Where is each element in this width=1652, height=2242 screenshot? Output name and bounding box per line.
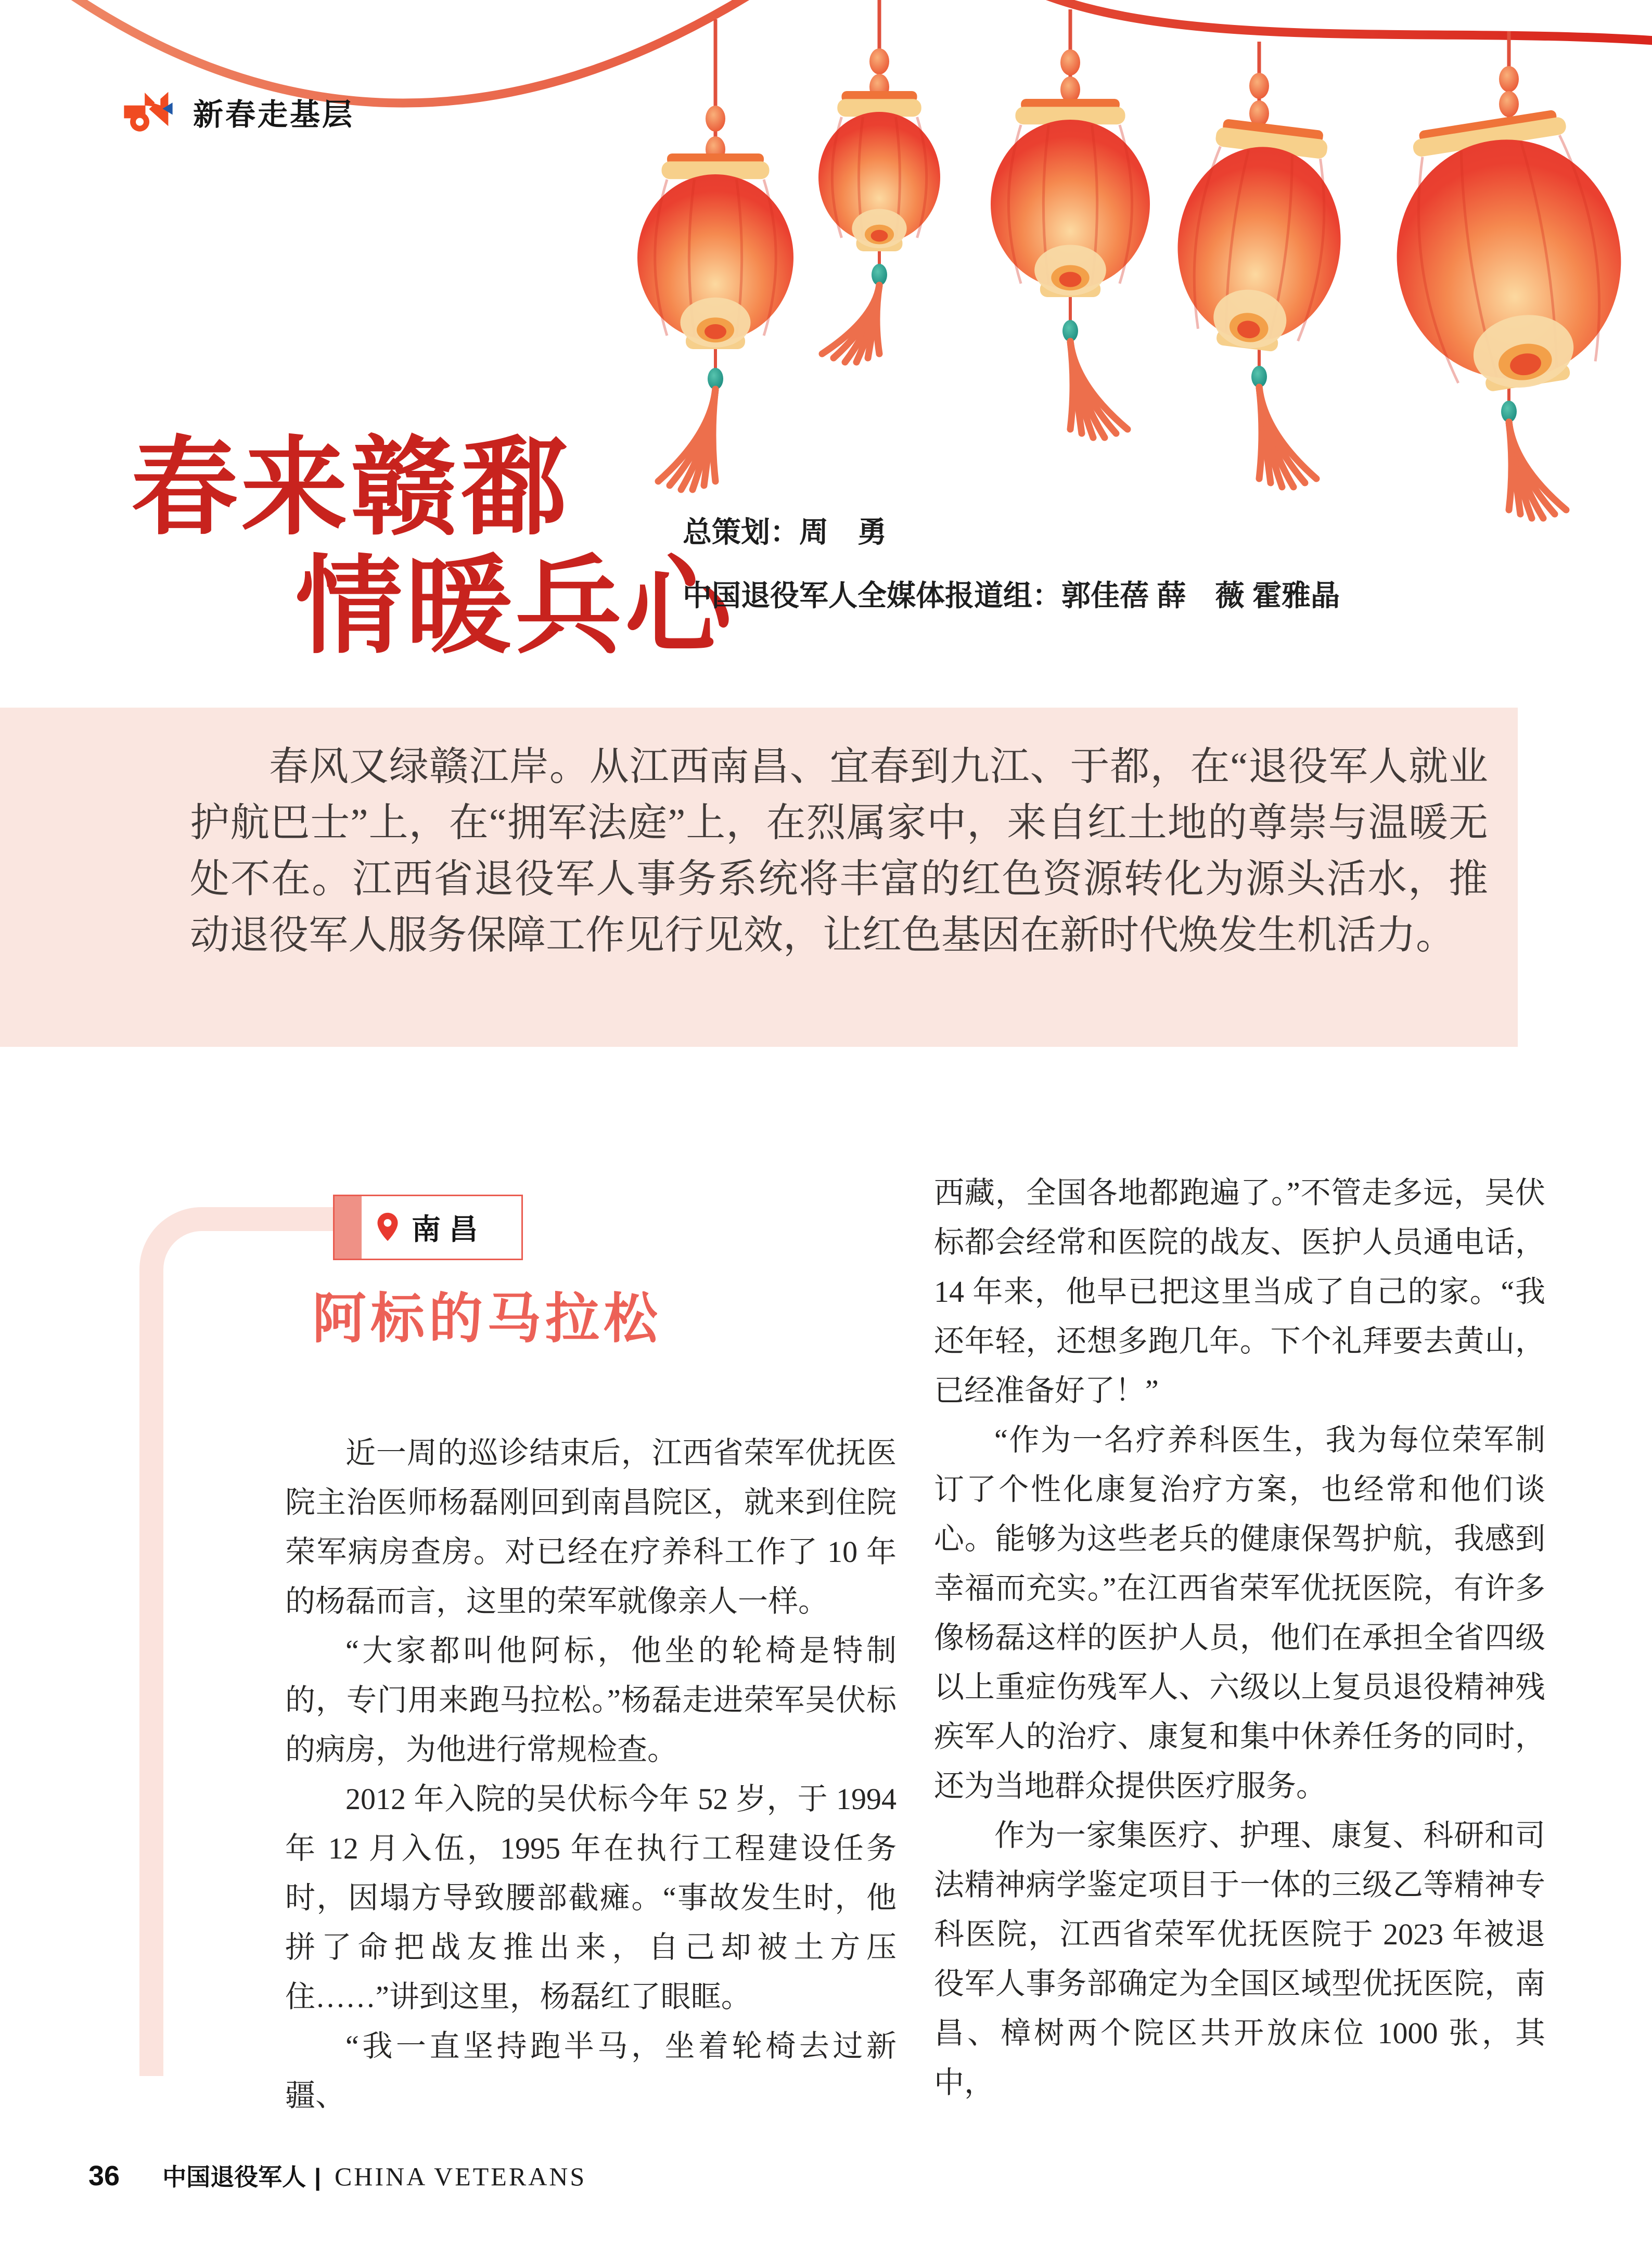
footer-divider: |: [314, 2163, 321, 2190]
lantern-icon: [991, 9, 1150, 438]
credit-reporting-team: 中国退役军人全媒体报道组：郭佳蓓 薛 薇 霍雅晶: [683, 579, 1340, 612]
location-pin-icon: [374, 1211, 401, 1244]
page-title-line1: 春来赣鄱: [131, 430, 570, 548]
badge-accent-strip: [335, 1196, 362, 1259]
section-title: 阿标的马拉松: [312, 1289, 662, 1349]
lantern-icon: [637, 19, 793, 490]
article-paragraph: 西藏，全国各地都跑遍了。”不管走多远，吴伏标都会经常和医院的战友、医护人员通电话，14 年来，他早已把这里当成了自己的家。“我还年轻，还想多跑几年。下个礼拜要去黄山，已经准备好了！”: [934, 1176, 1545, 1407]
intro-paragraph: 春风又绿赣江岸。从江西南昌、宜春到九江、于都，在“退役军人就业护航巴士”上，在“拥军法庭”上，在烈属家中，来自红土地的尊崇与温暖无处不在。江西省退役军人事务系统将丰富的红色资源转化为源头活水，推动退役军人服务保障工作见行见效，让红色基因在新时代焕发生机活力。: [190, 745, 1488, 957]
article-paragraph: “我一直坚持跑半马，坐着轮椅去过新疆、: [285, 2029, 897, 2112]
column-label: 新春走基层: [193, 98, 355, 132]
location-label: 南 昌: [412, 1213, 478, 1246]
article-column-left: [285, 1428, 897, 2120]
article-paragraph: “大家都叫他阿标，他坐的轮椅是特制的，专门用来跑马拉松。”杨磊走进荣军吴伏标的病房，为他进行常规检查。: [285, 1634, 897, 1766]
location-badge: [333, 1195, 523, 1260]
article-paragraph: 近一周的巡诊结束后，江西省荣军优抚医院主治医师杨磊刚回到南昌院区，就来到住院荣军病房查房。对已经在疗养科工作了 10 年的杨磊而言，这里的荣军就像亲人一样。: [285, 1436, 897, 1618]
article-column-right: [934, 1168, 1545, 2107]
magazine-name-en: CHINA VETERANS: [334, 2162, 587, 2191]
magazine-logo-icon: [123, 89, 173, 134]
masthead: [123, 89, 354, 134]
page-footer: [88, 2158, 586, 2193]
magazine-name-cn: 中国退役军人: [162, 2163, 306, 2190]
lantern-icon: [818, 0, 940, 362]
article-paragraph: 作为一家集医疗、护理、康复、科研和司法精神病学鉴定项目于一体的三级乙等精神专科医院，江西省荣军优抚医院于 2023 年被退役军人事务部确定为全国区域型优抚医院，南昌、樟树两个院区共开放床位 1000 张，其中，: [934, 1818, 1545, 2099]
article-paragraph: “作为一名疗养科医生，我为每位荣军制订了个性化康复治疗方案，也经常和他们谈心。能够为这些老兵的健康保驾护航，我感到幸福而充实。”在江西省荣军优抚医院，有许多像杨磊这样的医护人员，他们在承担全省四级以上重症伤残军人、六级以上复员退役精神残疾军人的治疗、康复和集中休养任务的同时，还为当地群众提供医疗服务。: [934, 1423, 1545, 1803]
page-title-line2: 情暖兵心: [296, 548, 735, 667]
intro-box: [0, 708, 1518, 1047]
article-paragraph: 2012 年入院的吴伏标今年 52 岁，于 1994 年 12 月入伍，1995 年在执行工程建设任务时，因塌方导致腰部截瘫。“事故发生时，他拼了命把战友推出来，自己却被土方压住……”讲到这里，杨磊红了眼眶。: [285, 1782, 897, 2014]
credit-chief-planner: 总策划：周 勇: [683, 516, 887, 548]
lantern-icon: [1376, 31, 1640, 518]
credits: [683, 518, 1340, 610]
lantern-icon: [1166, 42, 1354, 487]
page-number: 36: [88, 2160, 120, 2192]
